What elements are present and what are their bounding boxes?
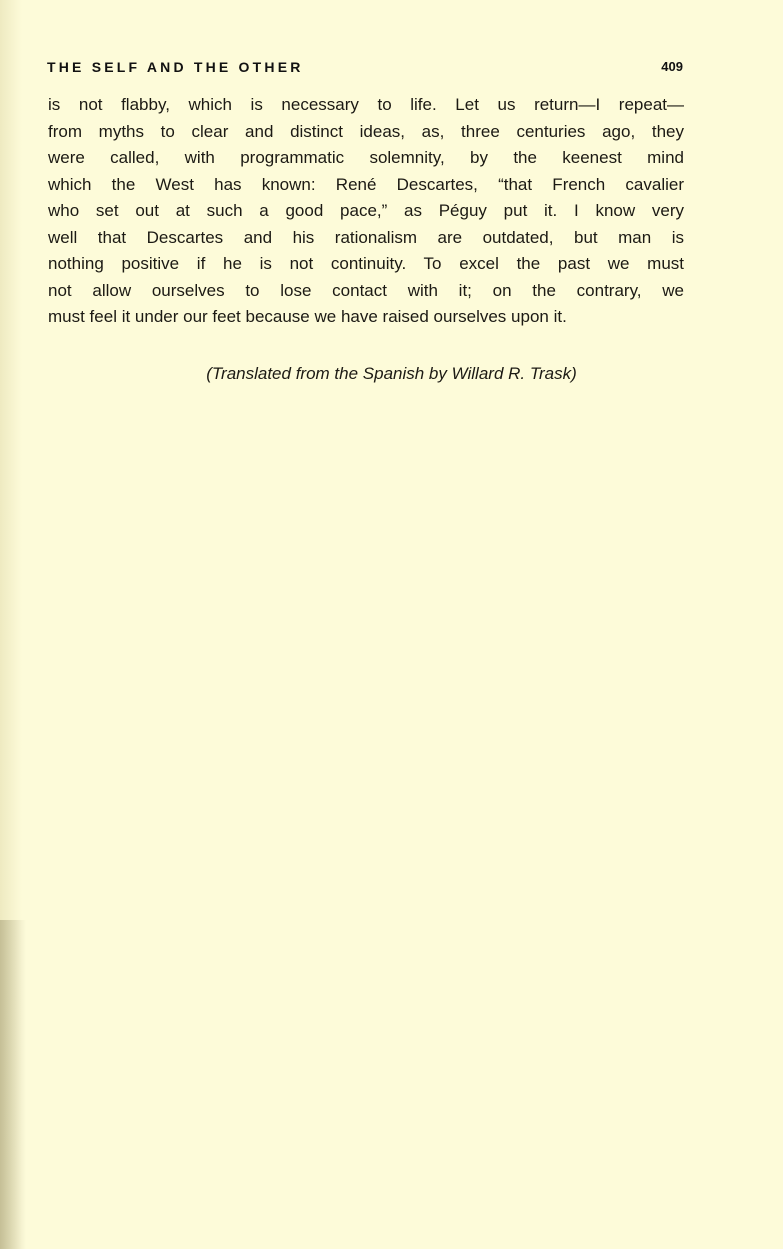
running-head xyxy=(47,59,683,81)
text-line: not allow ourselves to lose contact with it; on the contrary, we xyxy=(48,280,684,300)
text-line: who set out at such a good pace,” as Péguy put it. I know very xyxy=(48,201,684,220)
running-title: THE SELF AND THE OTHER xyxy=(47,59,304,75)
text-line: nothing positive if he is not continuity. To excel the past we must xyxy=(48,254,684,273)
translator-credit: (Translated from the Spanish by Willard R. Trask) xyxy=(206,364,577,383)
text-line: is not flabby, which is necessary to life. Let us return—I repeat— xyxy=(48,95,684,114)
text-line: from myths to clear and distinct ideas, as, three centuries ago, they xyxy=(48,121,684,141)
text-line: must feel it under our feet because we have raised ourselves upon it. xyxy=(48,307,567,326)
text-line: which the West has known: René Descartes, “that French cavalier xyxy=(48,174,684,194)
text-line: well that Descartes and his rationalism are outdated, but man is xyxy=(48,227,684,247)
body-paragraph xyxy=(48,92,684,331)
text-line: were called, with programmatic solemnity, by the keenest mind xyxy=(48,148,684,167)
page-number: 409 xyxy=(661,59,683,74)
gutter-shadow xyxy=(0,920,26,1249)
